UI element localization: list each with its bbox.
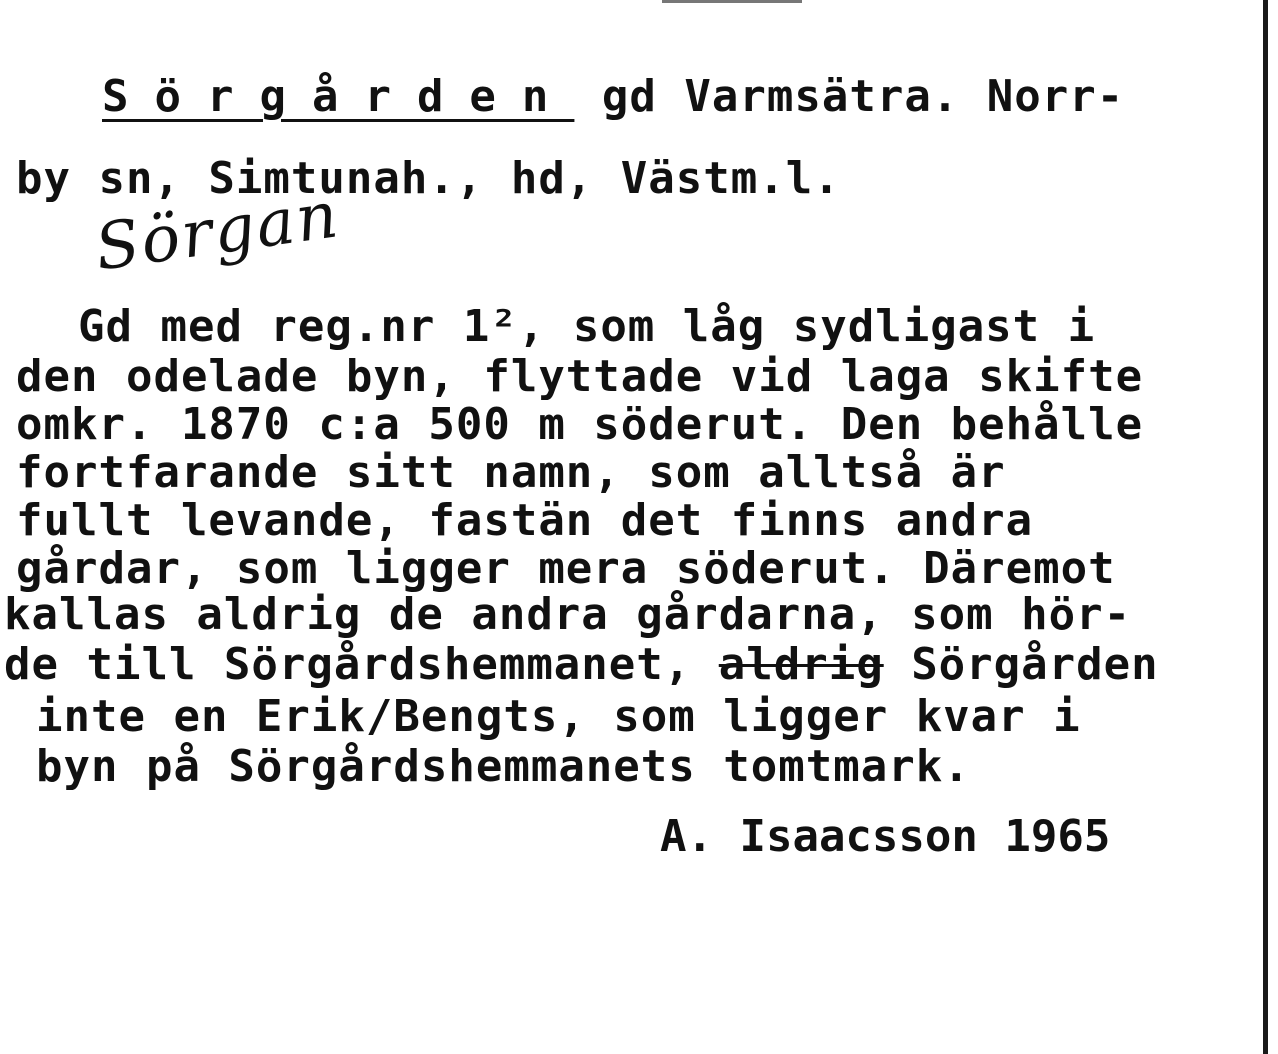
text-line-4: omkr. 1870 c:a 500 m söderut. Den behålle	[16, 399, 1144, 450]
text-line-1: by sn, Simtunah., hd, Västm.l.	[16, 153, 841, 204]
heading-line	[102, 72, 1124, 122]
text-line-6: fullt levande, fastän det finns andra	[16, 495, 1034, 546]
text-line-3: den odelade byn, flyttade vid laga skifte	[16, 351, 1144, 402]
text-line-5: fortfarande sitt namn, som alltså är	[16, 447, 1006, 498]
line-de-till-before: de till Sörgårdshemmanet,	[4, 639, 719, 690]
text-line-11: byn på Sörgårdshemmanets tomtmark.	[36, 741, 971, 792]
text-line-8: kallas aldrig de andra gårdarna, som hör-	[4, 589, 1132, 640]
text-line-7: gårdar, som ligger mera söderut. Däremot	[16, 543, 1116, 594]
heading-rest: gd Varmsätra. Norr-	[601, 71, 1125, 122]
text-line-2: Gd med reg.nr 1², som låg sydligast i	[78, 301, 1096, 352]
text-line-10: inte en Erik/Bengts, som ligger kvar i	[36, 691, 1081, 742]
place-name: Sörgården	[102, 71, 575, 122]
text-line-9	[4, 640, 1159, 690]
card-edge	[1263, 0, 1268, 1054]
handwritten-note: Sörgan	[90, 178, 345, 286]
struck-word: aldrig	[718, 639, 884, 690]
line-de-till-after: Sörgården	[883, 639, 1159, 690]
signature: A. Isaacsson 1965	[660, 811, 1111, 862]
scan-mark	[662, 0, 802, 3]
